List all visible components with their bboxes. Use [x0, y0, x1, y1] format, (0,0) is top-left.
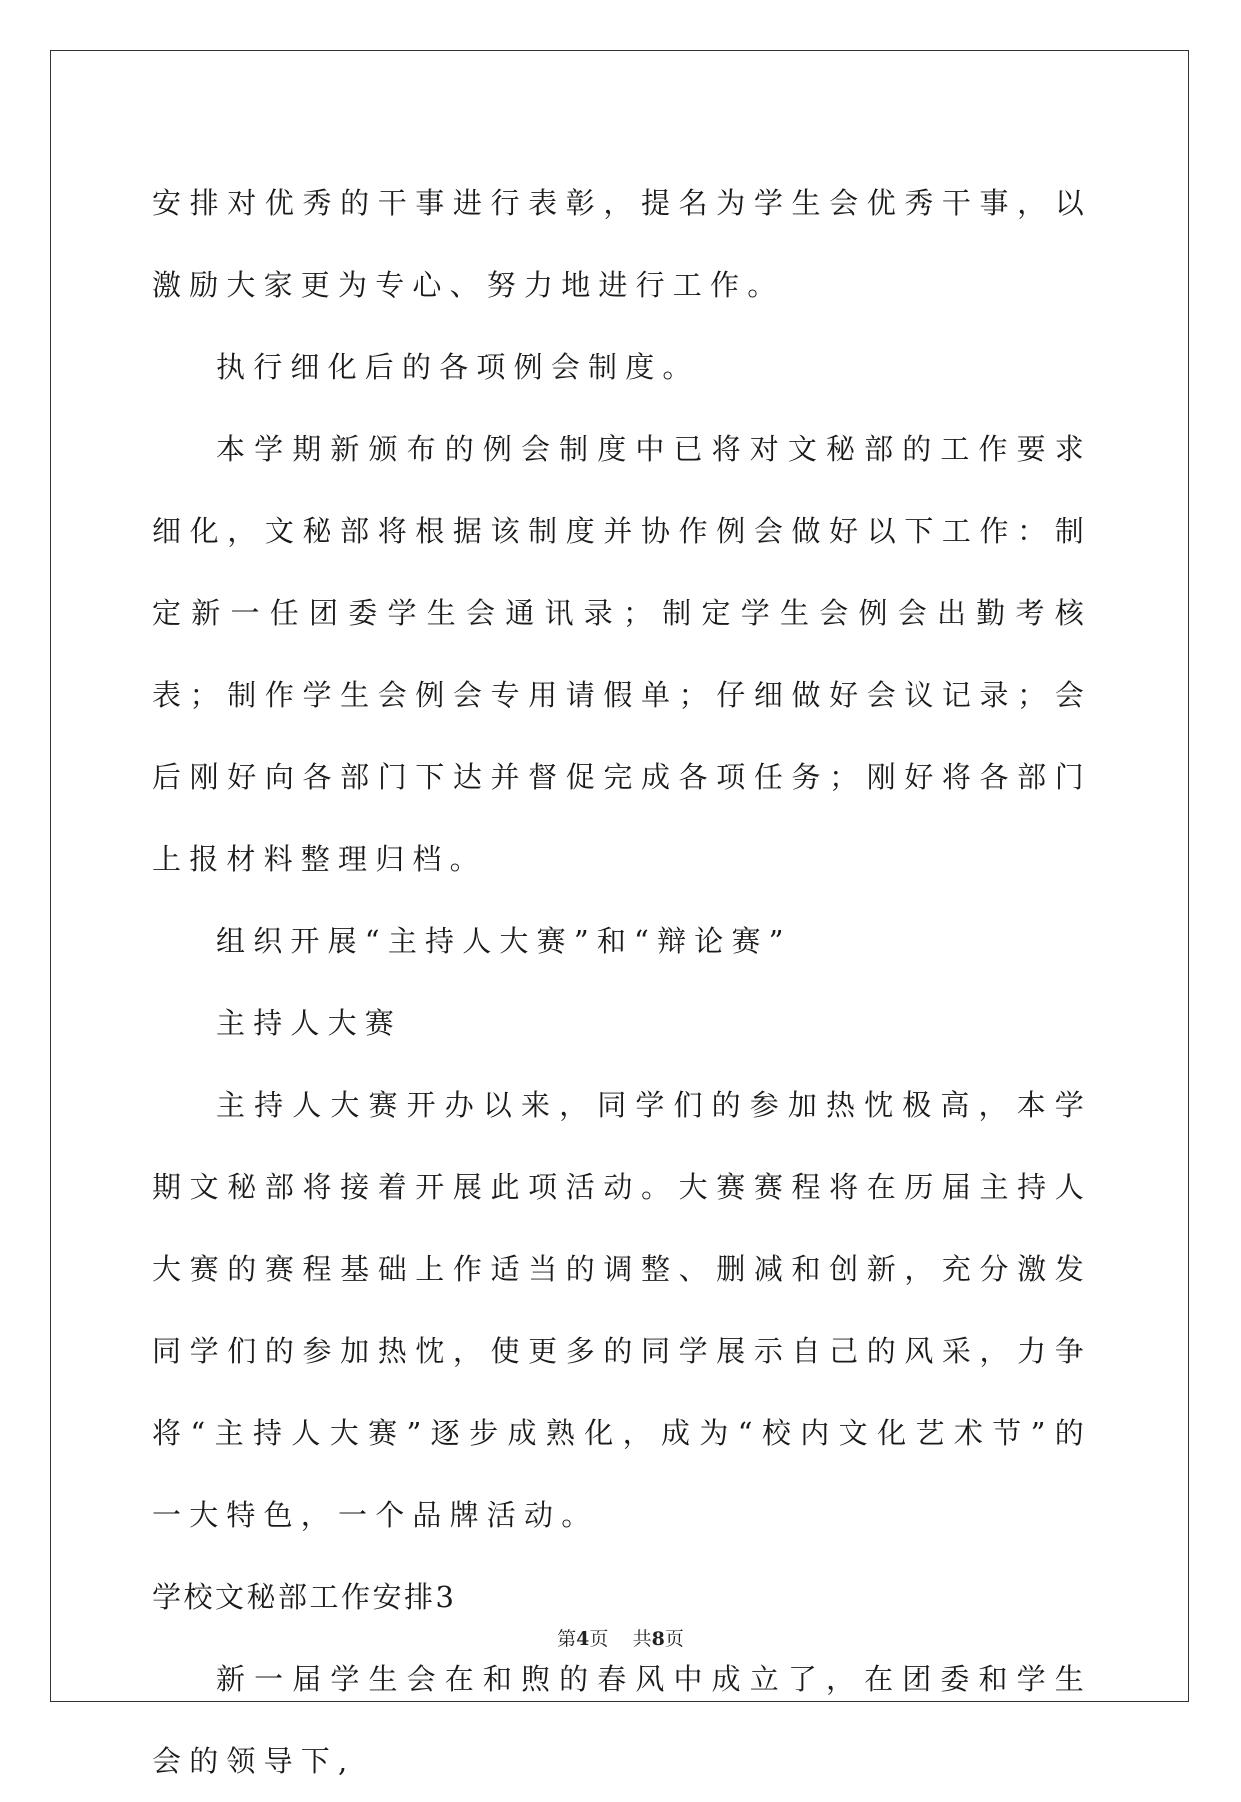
- footer-total-pages: 8: [651, 1628, 665, 1650]
- paragraph-6: 主持人大赛开办以来，同学们的参加热忱极高，本学期文秘部将接着开展此项活动。大赛赛程将在历届主持人大赛的赛程基础上作适当的调整、删减和创新，充分激发同学们的参加热忱，使更多的同学展示自己的风采，力争将“主持人大赛”逐步成熟化，成为“校内文化艺术节”的一大特色，一个品牌活动。: [152, 1088, 1092, 1532]
- document-body: [152, 162, 1092, 1802]
- footer-total-prefix: 共: [632, 1628, 652, 1650]
- paragraph-7: 新一届学生会在和煦的春风中成立了，在团委和学生会的领导下,: [152, 1662, 1092, 1778]
- paragraph-1: 安排对优秀的干事进行表彰，提名为学生会优秀干事，以激励大家更为专心、努力地进行工作。: [152, 186, 1092, 302]
- paragraph-3: 本学期新颁布的例会制度中已将对文秘部的工作要求细化，文秘部将根据该制度并协作例会做好以下工作：制定新一任团委学生会通讯录；制定学生会例会出勤考核表；制作学生会例会专用请假单；仔细做好会议记录；会后刚好向各部门下达并督促完成各项任务；刚好将各部门上报材料整理归档。: [152, 432, 1092, 876]
- section-heading: 学校文秘部工作安排3: [152, 1580, 457, 1614]
- footer-current-page: 4: [576, 1628, 590, 1650]
- paragraph-2: 执行细化后的各项例会制度。: [216, 350, 700, 384]
- paragraph-5: 主持人大赛: [216, 1006, 403, 1040]
- page-footer: [0, 1626, 1241, 1652]
- footer-prefix: 第: [557, 1628, 577, 1650]
- footer-total-suffix: 页: [664, 1628, 684, 1650]
- paragraph-4: 组织开展“主持人大赛”和“辩论赛”: [216, 924, 792, 958]
- footer-page-word: 页: [589, 1628, 609, 1650]
